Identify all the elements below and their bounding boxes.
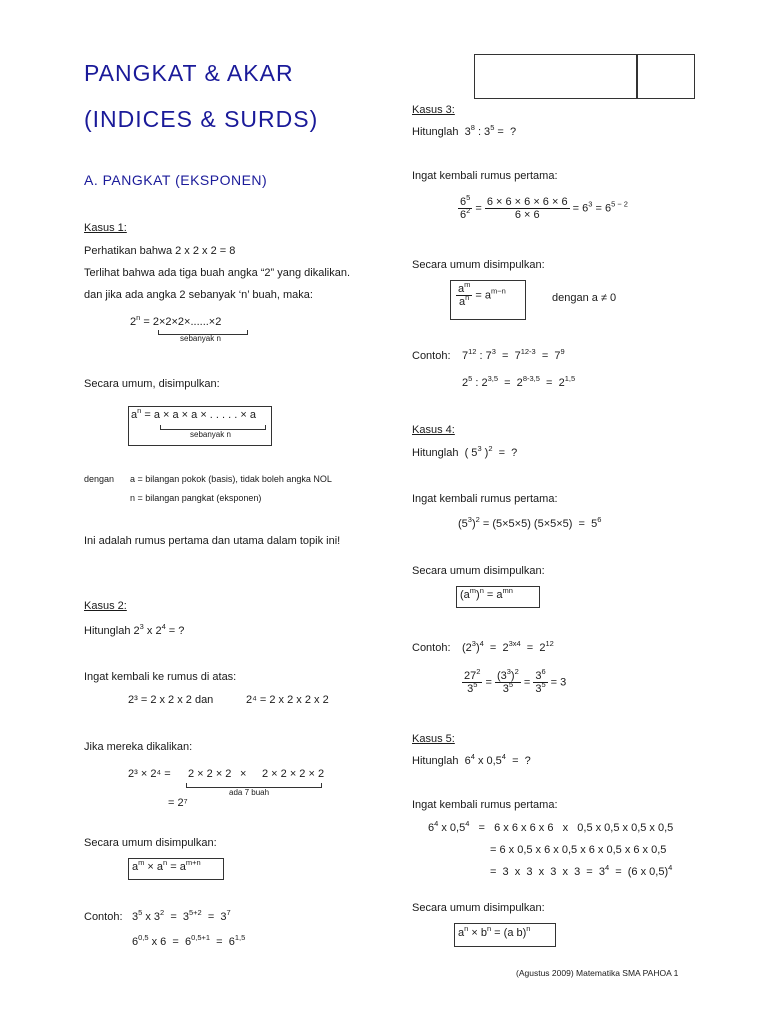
kasus-1-text-3: dan jika ada angka 2 sebanyak ‘n’ buah, maka: <box>84 289 313 301</box>
kasus-2-line-a: 2³ = 2 x 2 x 2 dan <box>128 694 214 706</box>
contoh-4-line-2: $\frac{27^2}{3^5}$ = $\frac{(3^3)^2}{3^5}$ = $\frac{3^6}{3^5}$ = 3 <box>464 667 567 695</box>
kasus-2-jika: Jika mereka dikalikan: <box>84 741 193 753</box>
formula-box-1-sebanyak: sebanyak n <box>190 430 231 439</box>
def-n: n = bilangan pangkat (eksponen) <box>130 493 262 503</box>
header-box-large <box>474 54 638 99</box>
kasus-4-formula: $(5^3)^2 = (5\times 5\times 5) (5\times 5\times 5) = 5^6$ <box>458 515 602 530</box>
def-a: a = bilangan pokok (basis), tidak boleh angka NOL <box>130 474 332 484</box>
kasus-3-formula: $\frac{6^5}{6^2}$ = $\frac{6 \times 6 \times 6 \times 6 \times 6}{6 \times 6}$ = $6^3 = 6^{5 - 2}$ <box>460 193 628 221</box>
kasus-2-ada7: ada 7 buah <box>229 788 270 797</box>
kasus-1-heading: Kasus 1: <box>84 222 127 234</box>
formula-box-2-content: $a^m \times a^n = a^{m+n}$ <box>132 858 201 873</box>
umum-2-label: Secara umum disimpulkan: <box>84 837 217 849</box>
umum-3-label: Secara umum disimpulkan: <box>412 259 545 271</box>
kasus-2-line-b: 2⁴ = 2 x 2 x 2 x 2 <box>246 694 329 706</box>
kasus-2-equals: = 2⁷ <box>168 797 188 809</box>
kasus-5-line-1: $6^4$ x $0,5^4 = 6$ x 6 x 6 x 6 x 0,5 x 0,5 x 0,5 x 0,5 <box>428 819 674 834</box>
kasus-2-product-a: 2 × 2 × 2 <box>188 768 232 780</box>
kasus-4-heading: Kasus 4: <box>412 424 455 436</box>
def-dengan: dengan <box>84 474 115 484</box>
kasus-2-product-b: 2 × 2 × 2 × 2 <box>262 768 325 780</box>
kasus-3-question: Hitunglah $3^8$ : $3^5$ = ? <box>412 123 517 138</box>
umum-1-label: Secara umum, disimpulkan: <box>84 378 220 390</box>
contoh-1-line-1: $3^5$ x $3^2 = 3^{5+2} = 3^7$ <box>132 908 231 923</box>
kasus-5-heading: Kasus 5: <box>412 733 455 745</box>
kasus-2-product-x: × <box>240 768 247 780</box>
formula-box-4-content: $(a^m)^n = a^{mn}$ <box>460 586 513 601</box>
kasus-1-text-2: Terlihat bahwa ada tiga buah angka “2” yang dikalikan. <box>84 267 351 279</box>
header-box-small <box>636 54 695 99</box>
contoh-1-line-2: 6$^{0,5}$ x $6 = 6^{0,5+1} = 6^{1,5}$ <box>132 933 246 948</box>
kasus-4-question: Hitunglah ( $5^3$ )$^2$ = ? <box>412 444 518 459</box>
kasus-4-ingat: Ingat kembali rumus pertama: <box>412 493 558 505</box>
kasus-1-formula: 2$^n$ = 2×2×2×......×2 <box>130 313 222 328</box>
kasus-3-ingat: Ingat kembali rumus pertama: <box>412 170 558 182</box>
contoh-1-label: Contoh: <box>84 911 123 923</box>
page-subtitle: (INDICES & SURDS) <box>84 106 319 132</box>
section-heading-pangkat: A. PANGKAT (EKSPONEN) <box>84 172 268 188</box>
kasus-2-product-lhs: 2³ × 2⁴ = <box>128 768 171 780</box>
contoh-4-line-1: $(2^3)^4 = 2^{3x4} = 2^{12}$ <box>462 639 554 654</box>
kasus-5-question: Hitunglah $6^4$ x $0,5^4$ = ? <box>412 752 531 767</box>
contoh-4-label: Contoh: <box>412 642 451 654</box>
contoh-3-label: Contoh: <box>412 350 451 362</box>
kasus-2-question: Hitunglah $2^3$ x $2^4$ = ? <box>84 622 185 637</box>
umum-5-label: Secara umum disimpulkan: <box>412 902 545 914</box>
kasus-3-heading: Kasus 3: <box>412 104 455 116</box>
page-footer: (Agustus 2009) Matematika SMA PAHOA 1 <box>516 968 679 978</box>
kasus-5-line-2: = 6 x 0,5 x 6 x 0,5 x 6 x 0,5 x 6 x 0,5 <box>490 844 667 856</box>
rumus-pertama-note: Ini adalah rumus pertama dan utama dalam topik ini! <box>84 535 341 547</box>
formula-box-3-condition: dengan a ≠ 0 <box>552 292 617 304</box>
kasus-1-sebanyak: sebanyak n <box>180 334 221 343</box>
contoh-3-line-2: $2^5$ : 2$^{3,5}$ = 2$^{8-3,5}$ = 2$^{1,5}$ <box>462 374 576 389</box>
page-title: PANGKAT & AKAR <box>84 60 294 86</box>
kasus-2-ingat: Ingat kembali ke rumus di atas: <box>84 671 237 683</box>
kasus-5-line-3: = 3 x 3 x 3 x $3 = 3^4 = (6$ x 0,5)$^4$ <box>490 863 673 878</box>
formula-box-5-content: $a^n \times b^n = (a$ b)$^n$ <box>458 924 531 939</box>
umum-4-label: Secara umum disimpulkan: <box>412 565 545 577</box>
kasus-2-heading: Kasus 2: <box>84 600 127 612</box>
kasus-1-text-1: Perhatikan bahwa 2 x 2 x 2 = 8 <box>84 245 236 257</box>
contoh-3-line-1: $7^{12}$ : $7^3 = 7^{12-3} = 7^9$ <box>462 347 565 362</box>
kasus-5-ingat: Ingat kembali rumus pertama: <box>412 799 558 811</box>
formula-box-1-content: $a^n = a \times a \times a$ × . . . . . × a <box>131 406 256 421</box>
formula-box-3-content: $\frac{a^m}{a^n}$ = $a^{m-n}$ <box>458 280 506 308</box>
